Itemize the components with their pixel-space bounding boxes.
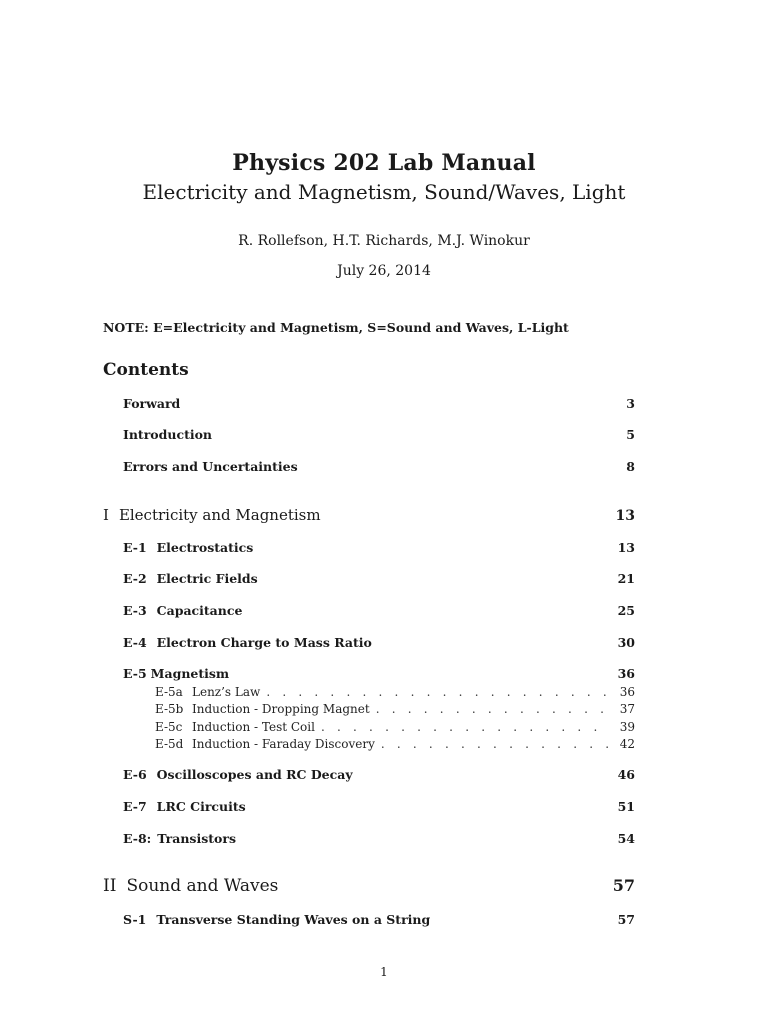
toc-page: 39 [619, 720, 635, 734]
toc-label: Electrostatics [156, 540, 254, 555]
toc-page: 57 [617, 912, 635, 927]
toc-label: Induction - Dropping Magnet [192, 702, 370, 716]
toc-entry-e3[interactable] [123, 603, 635, 618]
toc-entry-introduction[interactable] [123, 427, 635, 442]
toc-code: E-5d [155, 737, 184, 751]
toc-page: 13 [617, 540, 635, 555]
dot-leader [381, 737, 609, 751]
toc-page: 37 [619, 702, 635, 716]
toc-label: LRC Circuits [156, 799, 246, 814]
toc-part-1[interactable] [103, 506, 635, 524]
toc-entry-e8[interactable] [123, 831, 635, 846]
dot-leader [321, 720, 609, 734]
part-label: Electricity and Magnetism [118, 506, 321, 524]
toc-page: 5 [626, 427, 635, 442]
toc-label: Induction - Faraday Discovery [192, 737, 375, 751]
toc-label: Transistors [157, 831, 236, 846]
part-page: 57 [612, 876, 635, 895]
toc-label: Lenz’s Law [192, 685, 261, 699]
toc-entry-e6[interactable] [123, 767, 635, 782]
toc-entry-e2[interactable] [123, 571, 635, 586]
toc-subentry-e5a[interactable] [155, 685, 635, 699]
toc-code: E-5 [123, 666, 147, 681]
toc-label: Oscilloscopes and RC Decay [156, 767, 353, 782]
toc-code: E-1 [123, 540, 147, 555]
toc-code: E-5b [155, 702, 184, 716]
toc-label: Capacitance [156, 603, 243, 618]
toc-subentry-e5d[interactable] [155, 737, 635, 751]
toc-page: 54 [617, 831, 635, 846]
contents-heading: Contents [103, 360, 189, 380]
dot-leader [266, 685, 609, 699]
toc-code: E-5c [155, 720, 183, 734]
toc-entry-s1[interactable] [123, 912, 635, 927]
footer-page-number: 1 [380, 965, 388, 979]
toc-entry-e1[interactable] [123, 540, 635, 555]
note: NOTE: E=Electricity and Magnetism, S=Sound and Waves, L-Light [103, 320, 569, 335]
toc-label: Electron Charge to Mass Ratio [156, 635, 372, 650]
toc-entry-e5[interactable] [123, 666, 635, 681]
toc-page: 51 [617, 799, 635, 814]
toc-page: 36 [619, 685, 635, 699]
part-number: II [103, 876, 117, 896]
part-page: 13 [615, 508, 635, 524]
toc-code: E-3 [123, 603, 147, 618]
toc-code: E-5a [155, 685, 183, 699]
toc-entry-e4[interactable] [123, 635, 635, 650]
document-title: Physics 202 Lab Manual [232, 150, 536, 176]
part-label: Sound and Waves [126, 876, 279, 896]
part-number: I [103, 506, 109, 524]
document-subtitle: Electricity and Magnetism, Sound/Waves, Light [142, 180, 626, 204]
toc-page: 3 [626, 396, 635, 411]
toc-code: E-7 [123, 799, 147, 814]
toc-entry-errors[interactable] [123, 459, 635, 474]
toc-page: 42 [619, 737, 635, 751]
toc-entry-forward[interactable] [123, 396, 635, 411]
toc-label: Forward [123, 396, 181, 411]
toc-label: Induction - Test Coil [192, 720, 315, 734]
dot-leader [376, 702, 609, 716]
toc-subentry-e5b[interactable] [155, 702, 635, 716]
date: July 26, 2014 [337, 263, 431, 279]
toc-label: Errors and Uncertainties [123, 459, 298, 474]
toc-code: E-6 [123, 767, 147, 782]
toc-page: 46 [617, 767, 635, 782]
toc-entry-e7[interactable] [123, 799, 635, 814]
toc-page: 21 [617, 571, 635, 586]
toc-code: S-1 [123, 912, 147, 927]
authors: R. Rollefson, H.T. Richards, M.J. Winokur [238, 233, 530, 249]
toc-code: E-8: [123, 831, 152, 846]
toc-part-2[interactable] [103, 876, 635, 896]
toc-page: 8 [626, 459, 635, 474]
toc-page: 25 [617, 603, 635, 618]
toc-page: 36 [617, 666, 635, 681]
toc-label: Magnetism [150, 666, 230, 681]
toc-label: Introduction [123, 427, 213, 442]
toc-subentry-e5c[interactable] [155, 720, 635, 734]
toc-page: 30 [617, 635, 635, 650]
toc-label: Electric Fields [156, 571, 258, 586]
toc-code: E-2 [123, 571, 147, 586]
toc-code: E-4 [123, 635, 147, 650]
toc-label: Transverse Standing Waves on a String [156, 912, 431, 927]
